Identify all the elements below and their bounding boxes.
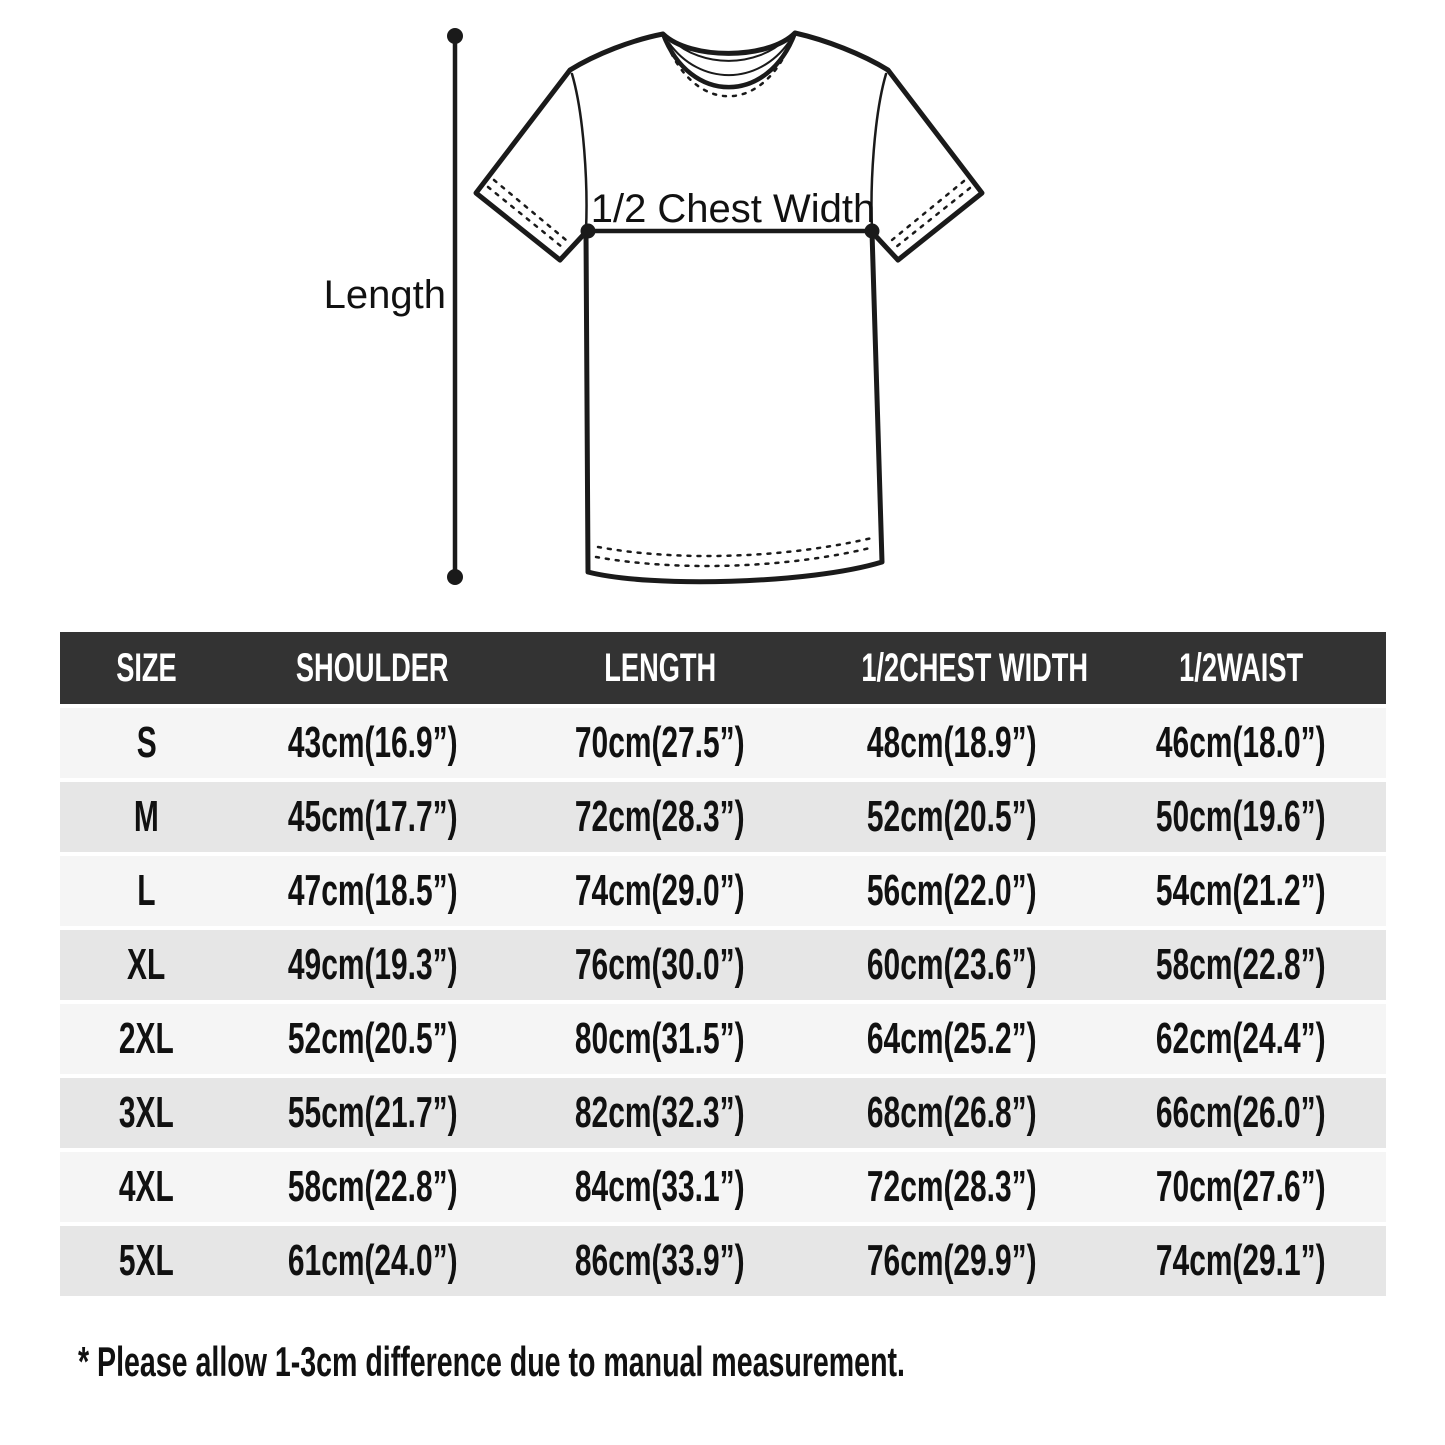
chest-cell: 52cm(20.5”) <box>866 792 1037 841</box>
waist-cell: 54cm(21.2”) <box>1155 866 1326 915</box>
length-cell: 70cm(27.5”) <box>575 718 745 767</box>
length-cell: 80cm(31.5”) <box>575 1014 745 1063</box>
chest-cell: 64cm(25.2”) <box>866 1014 1037 1063</box>
shoulder-cell: 61cm(24.0”) <box>287 1236 458 1285</box>
header-shoulder: SHOULDER <box>295 645 449 690</box>
shoulder-cell: 49cm(19.3”) <box>287 940 458 989</box>
length-cell: 84cm(33.1”) <box>575 1162 745 1211</box>
length-measure-dot-bottom <box>447 569 463 585</box>
shoulder-cell: 45cm(17.7”) <box>287 792 458 841</box>
shoulder-cell: 58cm(22.8”) <box>287 1162 458 1211</box>
waist-cell: 74cm(29.1”) <box>1155 1236 1326 1285</box>
size-cell: 4XL <box>118 1162 174 1211</box>
size-cell: XL <box>127 940 166 989</box>
waist-cell: 46cm(18.0”) <box>1155 718 1326 767</box>
length-cell: 82cm(32.3”) <box>575 1088 745 1137</box>
size-chart-body <box>60 708 1386 1296</box>
size-row-s <box>60 708 1386 778</box>
chest-width-label: 1/2 Chest Width <box>590 187 876 231</box>
waist-cell: 62cm(24.4”) <box>1155 1014 1326 1063</box>
chest-cell: 72cm(28.3”) <box>866 1162 1037 1211</box>
size-row-l <box>60 856 1386 926</box>
waist-cell: 58cm(22.8”) <box>1155 940 1326 989</box>
chest-cell: 68cm(26.8”) <box>866 1088 1037 1137</box>
size-cell: 2XL <box>118 1014 174 1063</box>
chest-cell: 60cm(23.6”) <box>866 940 1037 989</box>
waist-cell: 50cm(19.6”) <box>1155 792 1326 841</box>
header-waist: 1/2WAIST <box>1178 645 1303 690</box>
waist-cell: 70cm(27.6”) <box>1155 1162 1326 1211</box>
waist-cell: 66cm(26.0”) <box>1155 1088 1326 1137</box>
size-chart-table <box>60 632 1386 1296</box>
size-row-m <box>60 782 1386 852</box>
shoulder-cell: 43cm(16.9”) <box>287 718 458 767</box>
length-cell: 72cm(28.3”) <box>575 792 745 841</box>
shoulder-cell: 47cm(18.5”) <box>287 866 458 915</box>
size-chart-header-row <box>60 632 1386 704</box>
measurement-note: * Please allow 1-3cm difference due to manual measurement. <box>78 1338 905 1385</box>
chest-cell: 56cm(22.0”) <box>866 866 1037 915</box>
size-diagram <box>0 0 1445 628</box>
length-measure-dot-top <box>447 28 463 44</box>
tshirt-outline-path <box>476 33 982 582</box>
size-cell: 3XL <box>118 1088 174 1137</box>
size-cell: M <box>133 792 159 841</box>
tshirt-measure-diagram <box>0 0 1445 628</box>
size-row-3xl <box>60 1078 1386 1148</box>
size-row-4xl <box>60 1152 1386 1222</box>
size-row-5xl <box>60 1226 1386 1296</box>
chest-cell: 48cm(18.9”) <box>866 718 1037 767</box>
size-cell: 5XL <box>118 1236 174 1285</box>
header-length: LENGTH <box>604 645 716 690</box>
chest-cell: 76cm(29.9”) <box>866 1236 1037 1285</box>
length-cell: 86cm(33.9”) <box>575 1236 745 1285</box>
header-size: SIZE <box>115 645 177 690</box>
size-cell: L <box>137 866 156 915</box>
length-cell: 76cm(30.0”) <box>575 940 745 989</box>
length-label: Length <box>323 273 446 317</box>
shoulder-cell: 55cm(21.7”) <box>287 1088 458 1137</box>
size-cell: S <box>136 718 157 767</box>
shoulder-cell: 52cm(20.5”) <box>287 1014 458 1063</box>
size-row-xl <box>60 930 1386 1000</box>
header-chest-width: 1/2CHEST WIDTH <box>861 645 1088 690</box>
size-row-2xl <box>60 1004 1386 1074</box>
length-cell: 74cm(29.0”) <box>575 866 745 915</box>
